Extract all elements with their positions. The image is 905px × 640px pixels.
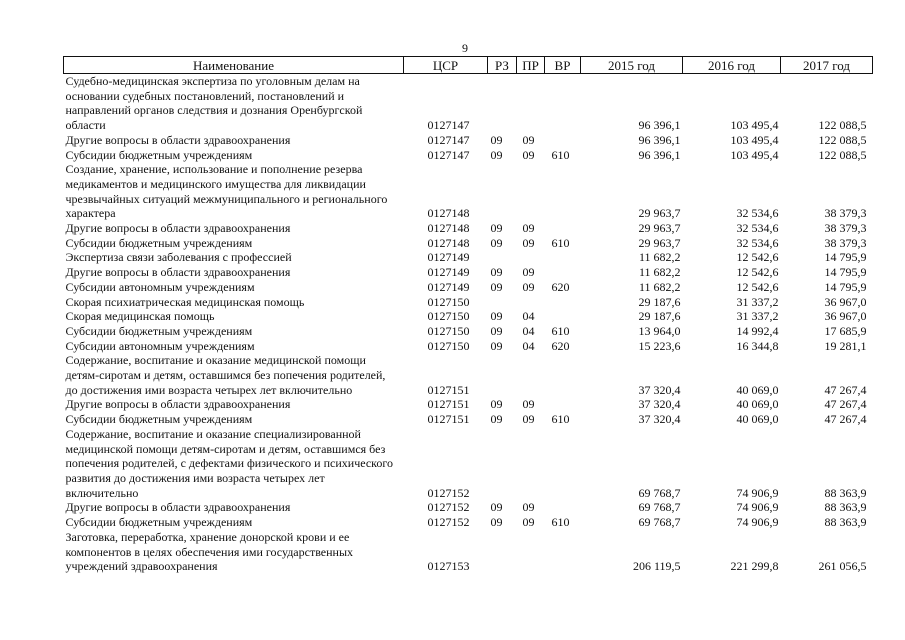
cell-csr: 0127150 [427,309,470,324]
cell-2017: 38 379,3 [824,221,867,236]
cell-csr: 0127153 [427,559,470,574]
cell-vr: 620 [551,338,570,353]
cell-2016: 31 337,2 [736,309,779,324]
cell-2017: 122 088,5 [818,132,867,147]
cell-2016: 103 495,4 [730,118,779,133]
cell-pr: 04 [522,309,535,324]
cell-rz: 09 [490,147,503,162]
cell-name: Создание, хранение, использование и пополнение резерва медикаментов и медицинского имущества для ликвидации чрезвычайных ситуаций межмуниципального и регионального характера [65,162,388,221]
table-row [64,265,873,280]
cell-name: Судебно-медицинская экспертиза по уголовным делам на основании судебных постановлений, постановлений и направлений органов следствия и дознания Оренбургской области [65,74,363,133]
cell-rz [488,530,517,574]
table-row [64,324,873,339]
cell-name: Скорая медицинская помощь [65,309,215,324]
cell-vr [545,74,581,133]
cell-2016: 32 534,6 [736,206,779,221]
table-row [64,280,873,295]
cell-2015: 96 396,1 [638,118,681,133]
header-vr: ВР [545,57,581,74]
cell-2017: 38 379,3 [824,206,867,221]
cell-vr: 620 [551,279,570,294]
cell-csr: 0127147 [427,147,470,162]
cell-2017: 47 267,4 [824,412,867,427]
cell-rz: 09 [490,323,503,338]
cell-csr: 0127152 [427,515,470,530]
table-row [64,162,873,221]
table-row [64,530,873,574]
cell-2015: 69 768,7 [638,515,681,530]
cell-vr [545,530,581,574]
table-row [64,515,873,530]
table-row [64,133,873,148]
cell-name: Субсидии бюджетным учреждениям [65,147,253,162]
table-header [64,57,873,74]
cell-pr [517,74,545,133]
cell-name: Субсидии бюджетным учреждениям [65,515,253,530]
cell-vr: 610 [551,323,570,338]
cell-rz: 09 [490,500,503,515]
cell-pr: 09 [522,412,535,427]
cell-vr [545,250,581,265]
cell-2017: 122 088,5 [818,118,867,133]
cell-vr [545,500,581,515]
cell-pr: 04 [522,338,535,353]
header-name: Наименование [64,57,404,74]
header-row [64,57,873,74]
cell-rz: 09 [490,132,503,147]
cell-2015: 11 682,2 [638,279,681,294]
cell-2015: 37 320,4 [638,382,681,397]
cell-csr: 0127149 [427,250,470,265]
cell-2016: 32 534,6 [736,235,779,250]
cell-pr [517,250,545,265]
cell-pr [517,295,545,310]
cell-2017: 88 363,9 [824,515,867,530]
header-pr: ПР [517,57,545,74]
cell-name: Скорая психиатрическая медицинская помощь [65,294,305,309]
cell-csr: 0127149 [427,265,470,280]
cell-csr: 0127150 [427,294,470,309]
cell-2015: 11 682,2 [638,265,681,280]
cell-2016: 12 542,6 [736,265,779,280]
cell-2017: 47 267,4 [824,397,867,412]
cell-2016: 103 495,4 [730,147,779,162]
cell-csr: 0127150 [427,323,470,338]
cell-pr: 09 [522,132,535,147]
cell-csr: 0127151 [427,412,470,427]
table-row [64,309,873,324]
cell-name: Субсидии бюджетным учреждениям [65,323,253,338]
cell-pr [517,353,545,397]
cell-rz [488,162,517,221]
cell-rz: 09 [490,235,503,250]
page-number: 9 [462,41,468,55]
cell-csr: 0127151 [427,397,470,412]
cell-rz [488,427,517,501]
cell-pr: 09 [522,235,535,250]
cell-2017: 36 967,0 [824,294,867,309]
header-2015: 2015 год [581,57,683,74]
cell-2016: 74 906,9 [736,500,779,515]
header-rz: РЗ [488,57,517,74]
cell-2017: 38 379,3 [824,235,867,250]
cell-vr [545,133,581,148]
cell-2016: 74 906,9 [736,515,779,530]
cell-vr: 610 [551,412,570,427]
table-row [64,295,873,310]
cell-rz [488,353,517,397]
cell-2017: 14 795,9 [824,250,867,265]
table-row [64,353,873,397]
cell-name: Другие вопросы в области здравоохранения [65,265,291,280]
cell-pr [517,162,545,221]
cell-2017: 47 267,4 [824,382,867,397]
cell-2016: 32 534,6 [736,221,779,236]
table-body [64,74,873,574]
cell-rz: 09 [490,309,503,324]
cell-csr: 0127147 [427,132,470,147]
cell-2017: 14 795,9 [824,279,867,294]
cell-2015: 29 963,7 [638,206,681,221]
cell-name: Субсидии бюджетным учреждениям [65,235,253,250]
cell-rz: 09 [490,515,503,530]
cell-vr [545,309,581,324]
cell-rz: 09 [490,338,503,353]
cell-2015: 29 187,6 [638,294,681,309]
cell-2015: 69 768,7 [638,500,681,515]
cell-name: Другие вопросы в области здравоохранения [65,132,291,147]
cell-name: Другие вопросы в области здравоохранения [65,500,291,515]
cell-name: Субсидии автономным учреждениям [65,279,255,294]
cell-csr: 0127149 [427,279,470,294]
cell-2016: 12 542,6 [736,279,779,294]
cell-pr [517,427,545,501]
cell-csr: 0127150 [427,338,470,353]
cell-csr: 0127148 [427,221,470,236]
table-row [64,412,873,427]
cell-vr [545,427,581,501]
cell-2017: 17 685,9 [824,323,867,338]
cell-rz: 09 [490,221,503,236]
cell-csr: 0127151 [427,382,470,397]
cell-pr: 04 [522,323,535,338]
budget-table [63,56,873,574]
cell-csr: 0127148 [427,206,470,221]
cell-2017: 36 967,0 [824,309,867,324]
cell-rz: 09 [490,279,503,294]
cell-2017: 88 363,9 [824,485,867,500]
cell-2016: 103 495,4 [730,132,779,147]
table-row [64,427,873,501]
cell-2016: 40 069,0 [736,397,779,412]
table-row [64,500,873,515]
cell-2015: 37 320,4 [638,397,681,412]
cell-2016: 14 992,4 [736,323,779,338]
cell-name: Другие вопросы в области здравоохранения [65,397,291,412]
cell-csr: 0127152 [427,500,470,515]
cell-pr: 09 [522,500,535,515]
table-row [64,74,873,133]
cell-csr: 0127147 [427,118,470,133]
cell-pr: 09 [522,147,535,162]
cell-2015: 11 682,2 [638,250,681,265]
cell-2016: 12 542,6 [736,250,779,265]
cell-2015: 29 187,6 [638,309,681,324]
cell-2015: 69 768,7 [638,485,681,500]
cell-name: Субсидии автономным учреждениям [65,338,255,353]
cell-rz: 09 [490,412,503,427]
cell-2017: 122 088,5 [818,147,867,162]
cell-vr [545,162,581,221]
cell-2017: 88 363,9 [824,500,867,515]
cell-2015: 37 320,4 [638,412,681,427]
cell-name: Экспертиза связи заболевания с профессией [65,250,292,265]
cell-name: Содержание, воспитание и оказание медицинской помощи детям-сиротам и детям, оставшимся без попечения родителей, до достижения ими возраста четырех лет включительно [65,353,386,397]
table-row [64,221,873,236]
cell-2016: 40 069,0 [736,382,779,397]
cell-2016: 40 069,0 [736,412,779,427]
cell-pr: 09 [522,265,535,280]
cell-2017: 19 281,1 [824,338,867,353]
cell-vr: 610 [551,515,570,530]
cell-2017: 261 056,5 [818,559,867,574]
cell-name: Содержание, воспитание и оказание специализированной медицинской помощи детям-сиротам и детям, оставшимся без попечения родителей, с дефектами физического и психического развития до достижения ими возраста четырех лет включительно [65,426,394,500]
cell-vr [545,353,581,397]
cell-vr [545,397,581,412]
cell-rz [488,295,517,310]
cell-vr [545,221,581,236]
cell-2015: 206 119,5 [632,559,681,574]
table-row [64,339,873,354]
cell-2016: 74 906,9 [736,485,779,500]
cell-rz: 09 [490,265,503,280]
cell-2017: 14 795,9 [824,265,867,280]
cell-rz [488,74,517,133]
cell-2015: 13 964,0 [638,323,681,338]
cell-pr: 09 [522,221,535,236]
cell-vr [545,295,581,310]
cell-2015: 96 396,1 [638,147,681,162]
cell-name: Субсидии бюджетным учреждениям [65,412,253,427]
cell-2016: 221 299,8 [730,559,779,574]
cell-csr: 0127152 [427,485,470,500]
cell-2016: 16 344,8 [736,338,779,353]
cell-rz: 09 [490,397,503,412]
cell-name: Заготовка, переработка, хранение донорской крови и ее компонентов в целях обеспечения ими государственных учреждений здравоохранения [65,529,354,574]
cell-name: Другие вопросы в области здравоохранения [65,221,291,236]
cell-pr: 09 [522,279,535,294]
cell-rz [488,250,517,265]
header-csr: ЦСР [404,57,488,74]
cell-2015: 29 963,7 [638,221,681,236]
cell-pr [517,530,545,574]
table-row [64,397,873,412]
cell-vr: 610 [551,235,570,250]
table-row [64,250,873,265]
table-row [64,236,873,251]
cell-vr: 610 [551,147,570,162]
cell-pr: 09 [522,515,535,530]
table-row [64,148,873,163]
cell-2015: 29 963,7 [638,235,681,250]
cell-2015: 15 223,6 [638,338,681,353]
cell-csr: 0127148 [427,235,470,250]
cell-pr: 09 [522,397,535,412]
cell-vr [545,265,581,280]
header-2017: 2017 год [781,57,873,74]
cell-2016: 31 337,2 [736,294,779,309]
header-2016: 2016 год [683,57,781,74]
cell-2015: 96 396,1 [638,132,681,147]
